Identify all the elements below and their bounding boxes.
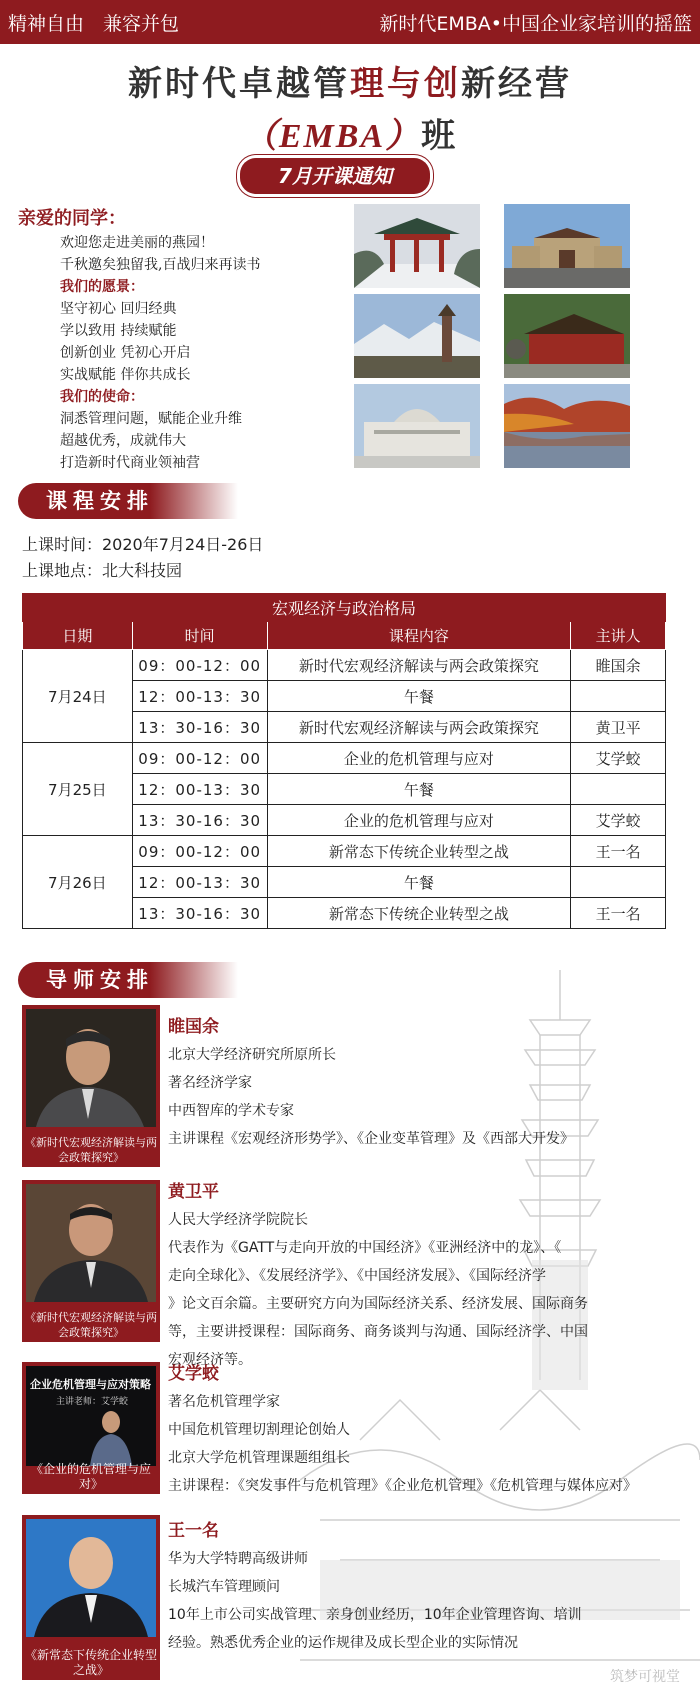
mentor-bio-line: 北京大学经济研究所原所长 <box>168 1047 336 1063</box>
mentor-caption: 《企业的危机管理与应对》 <box>30 1462 151 1491</box>
mission-heading: 我们的使命： <box>60 389 144 405</box>
mentor-bio <box>168 1517 582 1657</box>
teacher-cell: 黄卫平 <box>571 712 666 743</box>
time-cell: 09：00-12：00 <box>132 743 267 774</box>
mentor-bio <box>168 1178 588 1374</box>
class-location: 上课地点：北大科技园 <box>22 561 183 580</box>
table-row <box>23 650 666 681</box>
content-cell: 午餐 <box>267 681 571 712</box>
time-cell: 12：00-13：30 <box>132 681 267 712</box>
mentor-portrait <box>26 1519 156 1637</box>
portrait-banner-text: 企业危机管理与应对策略 <box>30 1378 151 1391</box>
page-subtitle: （EMBA）班 <box>242 116 458 156</box>
mentor-portrait <box>26 1366 156 1466</box>
content-cell: 午餐 <box>267 774 571 805</box>
mentor-bio-line: 宏观经济等。 <box>168 1352 252 1368</box>
mission-line: 打造新时代商业领袖营 <box>60 455 200 471</box>
pagoda-mountain-photo <box>354 294 480 378</box>
mission-line: 超越优秀，成就伟大 <box>60 433 186 449</box>
content-cell: 企业的危机管理与应对 <box>267 743 571 774</box>
watermark: 筑梦可视堂 <box>610 1669 680 1685</box>
time-cell: 12：00-13：30 <box>132 774 267 805</box>
speaker-figure <box>86 1406 136 1466</box>
content-cell: 新时代宏观经济解读与两会政策探究 <box>267 712 571 743</box>
date-cell: 7月25日 <box>23 743 133 836</box>
mentor-name: 艾学蛟 <box>168 1364 219 1384</box>
slogan: 新时代EMBA•中国企业家培训的摇篮 <box>379 12 692 35</box>
class-time: 上课时间：2020年7月24日-26日 <box>22 535 264 554</box>
mentor-bio-line: 长城汽车管理顾问 <box>168 1579 280 1595</box>
column-header-time: 时间 <box>132 622 267 650</box>
mentor-name: 睢国余 <box>168 1017 219 1037</box>
palace-gate-photo <box>504 294 630 378</box>
schedule-table <box>22 593 666 929</box>
teacher-cell: 艾学蛟 <box>571 743 666 774</box>
mentor-name: 王一名 <box>168 1521 219 1541</box>
motto: 精神自由 兼容并包 <box>8 12 180 35</box>
mentor-caption: 《新常态下传统企业转型之战》 <box>24 1648 157 1677</box>
campus-photo-grid <box>354 204 634 468</box>
mentor-bio-line: 等，主要讲授课程：国际商务、商务谈判与沟通、国际经济学、中国 <box>168 1324 588 1340</box>
mentor-caption: 《新时代宏观经济解读与两会政策探究》 <box>25 1136 157 1164</box>
time-cell: 13：30-16：30 <box>132 805 267 836</box>
time-cell: 13：30-16：30 <box>132 898 267 929</box>
teacher-cell <box>571 681 666 712</box>
date-cell: 7月24日 <box>23 650 133 743</box>
mentor-portrait <box>26 1009 156 1127</box>
mission-line: 洞悉管理问题，赋能企业升维 <box>60 411 242 427</box>
lake-autumn-photo <box>504 384 630 468</box>
greeting-heading: 亲爱的同学： <box>18 208 126 229</box>
vision-line: 坚守初心 回归经典 <box>60 301 177 317</box>
mentor-bio-line: 著名危机管理学家 <box>168 1394 280 1410</box>
modern-building-photo <box>354 384 480 468</box>
greeting-line: 欢迎您走进美丽的燕园！ <box>60 235 214 251</box>
mentor-bio-line: 经验。熟悉优秀企业的运作规律及成长型企业的实际情况 <box>168 1635 518 1651</box>
schedule-table-title: 宏观经济与政治格局 <box>23 594 666 622</box>
mentor-bio-line: 人民大学经济学院院长 <box>168 1212 308 1228</box>
time-cell: 09：00-12：00 <box>132 650 267 681</box>
mentor-bio-line: 主讲课程《宏观经济形势学》、《企业变革管理》及《西部大开发》 <box>168 1131 574 1147</box>
mentor-caption: 《新时代宏观经济解读与两会政策探究》 <box>25 1311 157 1339</box>
greeting-block <box>18 206 260 474</box>
mentor-card-photo <box>22 1362 160 1494</box>
mentor-bio <box>168 1013 574 1153</box>
mentor-bio-line: 北京大学危机管理课题组组长 <box>168 1450 350 1466</box>
time-cell: 13：30-16：30 <box>132 712 267 743</box>
vision-line: 实战赋能 伴你共成长 <box>60 367 191 383</box>
content-cell: 新时代宏观经济解读与两会政策探究 <box>267 650 571 681</box>
mentor-name: 黄卫平 <box>168 1182 219 1202</box>
library-photo <box>504 204 630 288</box>
teacher-cell: 艾学蛟 <box>571 805 666 836</box>
mentor-bio-line: 中西智库的学术专家 <box>168 1103 294 1119</box>
date-cell: 7月26日 <box>23 836 133 929</box>
content-cell: 新常态下传统企业转型之战 <box>267 836 571 867</box>
teacher-cell: 王一名 <box>571 836 666 867</box>
mentor-bio-line: 10年上市公司实战管理、亲身创业经历，10年企业管理咨询、培训 <box>168 1607 582 1623</box>
course-section-heading: 课程安排 <box>18 483 238 519</box>
page-title: 新时代卓越管理与创新经营 <box>128 64 572 104</box>
mentor-bio-line: 》论文百余篇。主要研究方向为国际经济关系、经济发展、国际商务 <box>168 1296 588 1312</box>
time-cell: 09：00-12：00 <box>132 836 267 867</box>
teacher-cell <box>571 774 666 805</box>
content-cell: 企业的危机管理与应对 <box>267 805 571 836</box>
vision-line: 创新创业 凭初心开启 <box>60 345 191 361</box>
mentor-card-photo <box>22 1180 160 1342</box>
portrait-banner-sub: 主讲老师：艾学蛟 <box>56 1397 129 1407</box>
greeting-line: 千秋邀矣独留我,百战归来再读书 <box>60 257 261 273</box>
mentor-bio-line: 华为大学特聘高级讲师 <box>168 1551 308 1567</box>
column-header-content: 课程内容 <box>267 622 571 650</box>
content-cell: 午餐 <box>267 867 571 898</box>
teacher-cell: 睢国余 <box>571 650 666 681</box>
vision-line: 学以致用 持续赋能 <box>60 323 177 339</box>
mentor-bio-line: 中国危机管理切割理论创始人 <box>168 1422 350 1438</box>
mentor-bio-line: 代表作为《GATT与走向开放的中国经济》《亚洲经济中的龙》、《 <box>168 1240 562 1256</box>
table-row <box>23 743 666 774</box>
notice-badge: 7月开课通知 <box>240 158 430 194</box>
mentor-bio-line: 主讲课程：《突发事件与危机管理》《企业危机管理》《危机管理与媒体应对》 <box>168 1478 637 1494</box>
column-header-teacher: 主讲人 <box>571 622 666 650</box>
top-banner <box>0 0 700 44</box>
pavilion-photo <box>354 204 480 288</box>
mentor-portrait <box>26 1184 156 1302</box>
vision-heading: 我们的愿景： <box>60 279 144 295</box>
teacher-cell: 王一名 <box>571 898 666 929</box>
mentor-section-heading: 导师安排 <box>18 962 238 998</box>
mentor-card-photo <box>22 1005 160 1167</box>
table-row <box>23 836 666 867</box>
teacher-cell <box>571 867 666 898</box>
mentor-card-photo <box>22 1515 160 1680</box>
content-cell: 新常态下传统企业转型之战 <box>267 898 571 929</box>
mentor-bio <box>168 1360 637 1500</box>
mentor-bio-line: 走向全球化》、《发展经济学》、《中国经济发展》、《国际经济学 <box>168 1268 546 1284</box>
mentor-bio-line: 著名经济学家 <box>168 1075 252 1091</box>
column-header-date: 日期 <box>23 622 133 650</box>
time-cell: 12：00-13：30 <box>132 867 267 898</box>
